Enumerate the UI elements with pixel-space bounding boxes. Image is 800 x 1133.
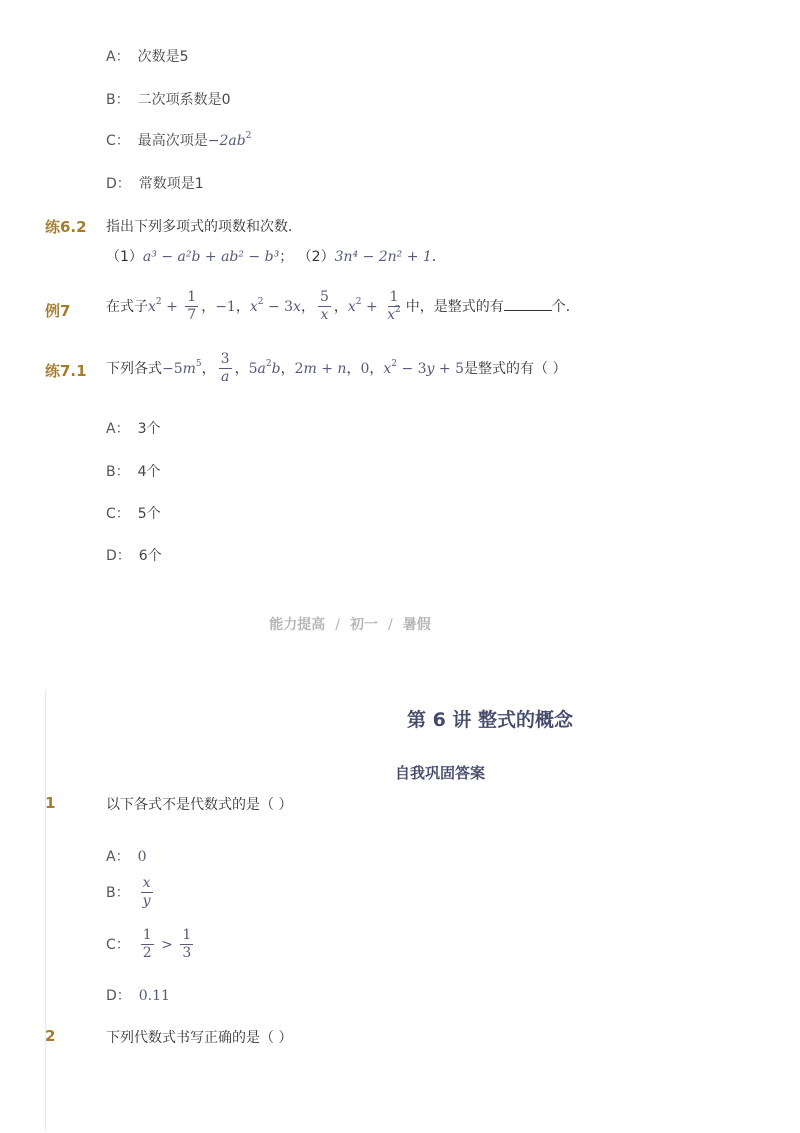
option-b: B： $\frac{x}{y}$ xyxy=(106,875,151,910)
section-subtitle: 自我巩固答案 xyxy=(394,764,485,782)
option-a: A： 0 xyxy=(106,849,147,865)
fraction: $\frac{3}{a}$ xyxy=(220,351,230,386)
example-label: 例7 xyxy=(45,302,71,320)
question-prompt: 下列代数式书写正确的是（ ） xyxy=(106,1030,293,1046)
fraction: $\frac{5}{x}$ xyxy=(319,289,329,324)
left-rule xyxy=(45,690,46,1130)
fraction: $\frac{1}{x^2}$ xyxy=(387,289,401,324)
option-b: B： 二次项系数是0 xyxy=(106,92,231,108)
answer-blank xyxy=(504,298,552,311)
polynomial-2: 3n⁴ − 2n² + 1 xyxy=(334,249,432,265)
exercise-prompt: 指出下列多项式的项数和次数． xyxy=(106,219,302,235)
option-d: D： 0.11 xyxy=(106,988,170,1004)
option-a: A： 3个 xyxy=(106,421,161,437)
option-c: C： 5个 xyxy=(106,506,161,522)
fraction: $\frac{1}{2}$ xyxy=(142,927,152,962)
exercise-parts: （1）a³ − a²b + ab² − b³； （2）3n⁴ − 2n² + 1． xyxy=(106,249,446,265)
option-a: A： 次数是5 xyxy=(106,49,189,65)
option-b: B： 4个 xyxy=(106,464,161,480)
question-number: 1 xyxy=(45,794,56,812)
question-prompt: 以下各式不是代数式的是（ ） xyxy=(106,797,293,813)
question-number: 2 xyxy=(45,1027,56,1045)
option-c: C： $\frac{1}{2}$ > $\frac{1}{3}$ xyxy=(106,927,192,962)
page-footer-breadcrumb: 能力提高 / 初一 / 暑假 xyxy=(269,617,431,633)
option-c: C： 最高次项是$-2ab^2$ xyxy=(106,131,252,149)
exercise-prompt: 下列各式$-5m^5$， $\frac{3}{a}$ ，$5a^2b$，2m + n，0，$x^2 - 3y + 5$是整式的有（ ） xyxy=(106,351,567,386)
example-prompt: 在式子$x^2$ + $\frac{1}{7}$ ，−1，$x^2 - 3x$， $\frac{5}{x}$ ，$x^2$ + $\frac{1}{x^2}$ 中，是整式的有 个． xyxy=(106,289,580,324)
option-d: D： 常数项是1 xyxy=(106,176,204,192)
exercise-label: 练6.2 xyxy=(45,218,87,236)
option-d: D： 6个 xyxy=(106,548,162,564)
lecture-title: 第 6 讲 整式的概念 xyxy=(406,709,574,731)
exercise-label: 练7.1 xyxy=(45,362,87,380)
polynomial-1: a³ − a²b + ab² − b³ xyxy=(142,249,280,265)
fraction: $\frac{1}{7}$ xyxy=(187,289,197,324)
fraction: $\frac{x}{y}$ xyxy=(142,875,151,910)
fraction: $\frac{1}{3}$ xyxy=(182,927,192,962)
